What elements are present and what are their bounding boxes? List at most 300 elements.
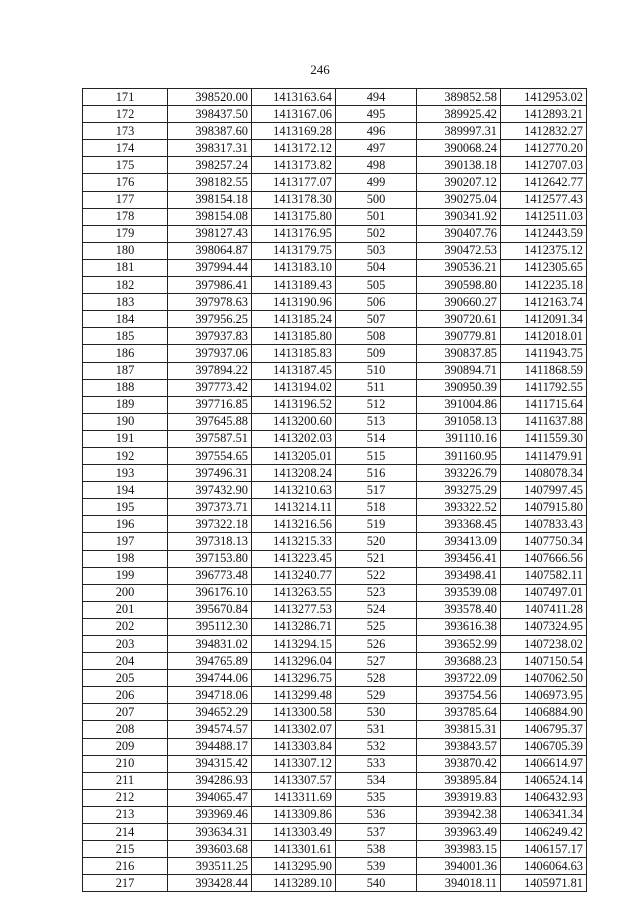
y-coordinate-cell: 1413277.53: [252, 601, 336, 618]
point-number-cell: 205: [83, 670, 168, 687]
point-number-cell: 517: [336, 482, 417, 499]
table-row: [83, 294, 587, 311]
y-coordinate-cell: 1413223.45: [252, 550, 336, 567]
table-row: [83, 362, 587, 379]
y-coordinate-cell: 1406432.93: [501, 789, 587, 806]
x-coordinate-cell: 393428.44: [168, 875, 252, 892]
point-number-cell: 522: [336, 567, 417, 584]
y-coordinate-cell: 1413172.12: [252, 140, 336, 157]
point-number-cell: 496: [336, 123, 417, 140]
y-coordinate-cell: 1413194.02: [252, 379, 336, 396]
y-coordinate-cell: 1406249.42: [501, 824, 587, 841]
x-coordinate-cell: 390894.71: [417, 362, 501, 379]
point-number-cell: 508: [336, 328, 417, 345]
x-coordinate-cell: 397373.71: [168, 499, 252, 516]
x-coordinate-cell: 390407.76: [417, 225, 501, 242]
y-coordinate-cell: 1411479.91: [501, 447, 587, 464]
x-coordinate-cell: 390068.24: [417, 140, 501, 157]
point-number-cell: 504: [336, 259, 417, 276]
y-coordinate-cell: 1413302.07: [252, 721, 336, 738]
y-coordinate-cell: 1407997.45: [501, 482, 587, 499]
y-coordinate-cell: 1407238.02: [501, 636, 587, 653]
y-coordinate-cell: 1413185.80: [252, 328, 336, 345]
point-number-cell: 213: [83, 806, 168, 823]
x-coordinate-cell: 390660.27: [417, 294, 501, 311]
table-row: [83, 191, 587, 208]
table-row: [83, 858, 587, 875]
point-number-cell: 516: [336, 465, 417, 482]
point-number-cell: 192: [83, 447, 168, 464]
y-coordinate-cell: 1406795.37: [501, 721, 587, 738]
x-coordinate-cell: 393754.56: [417, 687, 501, 704]
table-row: [83, 106, 587, 123]
table-row: [83, 482, 587, 499]
point-number-cell: 171: [83, 89, 168, 106]
point-number-cell: 521: [336, 550, 417, 567]
table-row: [83, 174, 587, 191]
point-number-cell: 191: [83, 430, 168, 447]
x-coordinate-cell: 393634.31: [168, 824, 252, 841]
y-coordinate-cell: 1412443.59: [501, 225, 587, 242]
x-coordinate-cell: 395670.84: [168, 601, 252, 618]
table-row: [83, 601, 587, 618]
y-coordinate-cell: 1406341.34: [501, 806, 587, 823]
point-number-cell: 177: [83, 191, 168, 208]
x-coordinate-cell: 394831.02: [168, 636, 252, 653]
table-row: [83, 89, 587, 106]
point-number-cell: 203: [83, 636, 168, 653]
y-coordinate-cell: 1412511.03: [501, 208, 587, 225]
x-coordinate-cell: 393603.68: [168, 841, 252, 858]
table-row: [83, 772, 587, 789]
y-coordinate-cell: 1413240.77: [252, 567, 336, 584]
x-coordinate-cell: 395112.30: [168, 618, 252, 635]
point-number-cell: 183: [83, 294, 168, 311]
x-coordinate-cell: 397322.18: [168, 516, 252, 533]
x-coordinate-cell: 390138.18: [417, 157, 501, 174]
x-coordinate-cell: 391160.95: [417, 447, 501, 464]
x-coordinate-cell: 398437.50: [168, 106, 252, 123]
x-coordinate-cell: 394018.11: [417, 875, 501, 892]
point-number-cell: 509: [336, 345, 417, 362]
x-coordinate-cell: 390341.92: [417, 208, 501, 225]
y-coordinate-cell: 1411943.75: [501, 345, 587, 362]
point-number-cell: 197: [83, 533, 168, 550]
y-coordinate-cell: 1406524.14: [501, 772, 587, 789]
point-number-cell: 193: [83, 465, 168, 482]
point-number-cell: 495: [336, 106, 417, 123]
point-number-cell: 208: [83, 721, 168, 738]
y-coordinate-cell: 1411715.64: [501, 396, 587, 413]
y-coordinate-cell: 1413215.33: [252, 533, 336, 550]
y-coordinate-cell: 1412018.01: [501, 328, 587, 345]
table-row: [83, 789, 587, 806]
point-number-cell: 534: [336, 772, 417, 789]
y-coordinate-cell: 1413169.28: [252, 123, 336, 140]
y-coordinate-cell: 1407497.01: [501, 584, 587, 601]
point-number-cell: 528: [336, 670, 417, 687]
x-coordinate-cell: 391004.86: [417, 396, 501, 413]
x-coordinate-cell: 398257.24: [168, 157, 252, 174]
x-coordinate-cell: 393722.09: [417, 670, 501, 687]
x-coordinate-cell: 393652.99: [417, 636, 501, 653]
point-number-cell: 511: [336, 379, 417, 396]
table-row: [83, 259, 587, 276]
table-row: [83, 225, 587, 242]
point-number-cell: 506: [336, 294, 417, 311]
y-coordinate-cell: 1412163.74: [501, 294, 587, 311]
table-row: [83, 721, 587, 738]
point-number-cell: 514: [336, 430, 417, 447]
table-row: [83, 499, 587, 516]
table-row: [83, 653, 587, 670]
y-coordinate-cell: 1413303.49: [252, 824, 336, 841]
x-coordinate-cell: 398064.87: [168, 242, 252, 259]
point-number-cell: 535: [336, 789, 417, 806]
y-coordinate-cell: 1413196.52: [252, 396, 336, 413]
point-number-cell: 518: [336, 499, 417, 516]
point-number-cell: 523: [336, 584, 417, 601]
x-coordinate-cell: 389925.42: [417, 106, 501, 123]
y-coordinate-cell: 1413263.55: [252, 584, 336, 601]
y-coordinate-cell: 1411868.59: [501, 362, 587, 379]
y-coordinate-cell: 1412953.02: [501, 89, 587, 106]
x-coordinate-cell: 397937.83: [168, 328, 252, 345]
point-number-cell: 200: [83, 584, 168, 601]
table-row: [83, 379, 587, 396]
x-coordinate-cell: 390598.80: [417, 277, 501, 294]
x-coordinate-cell: 396773.48: [168, 567, 252, 584]
y-coordinate-cell: 1413301.61: [252, 841, 336, 858]
point-number-cell: 531: [336, 721, 417, 738]
point-number-cell: 174: [83, 140, 168, 157]
y-coordinate-cell: 1412707.03: [501, 157, 587, 174]
y-coordinate-cell: 1412770.20: [501, 140, 587, 157]
point-number-cell: 198: [83, 550, 168, 567]
point-number-cell: 199: [83, 567, 168, 584]
point-number-cell: 194: [83, 482, 168, 499]
point-number-cell: 217: [83, 875, 168, 892]
y-coordinate-cell: 1413300.58: [252, 704, 336, 721]
y-coordinate-cell: 1413311.69: [252, 789, 336, 806]
x-coordinate-cell: 397587.51: [168, 430, 252, 447]
point-number-cell: 512: [336, 396, 417, 413]
table-row: [83, 396, 587, 413]
y-coordinate-cell: 1412893.21: [501, 106, 587, 123]
point-number-cell: 532: [336, 738, 417, 755]
x-coordinate-cell: 393843.57: [417, 738, 501, 755]
point-number-cell: 513: [336, 413, 417, 430]
y-coordinate-cell: 1407750.34: [501, 533, 587, 550]
table-row: [83, 567, 587, 584]
y-coordinate-cell: 1413189.43: [252, 277, 336, 294]
y-coordinate-cell: 1413185.24: [252, 311, 336, 328]
point-number-cell: 207: [83, 704, 168, 721]
table-row: [83, 636, 587, 653]
point-number-cell: 507: [336, 311, 417, 328]
y-coordinate-cell: 1406064.63: [501, 858, 587, 875]
y-coordinate-cell: 1411637.88: [501, 413, 587, 430]
x-coordinate-cell: 397153.80: [168, 550, 252, 567]
y-coordinate-cell: 1413185.83: [252, 345, 336, 362]
y-coordinate-cell: 1407833.43: [501, 516, 587, 533]
x-coordinate-cell: 398317.31: [168, 140, 252, 157]
point-number-cell: 216: [83, 858, 168, 875]
y-coordinate-cell: 1407324.95: [501, 618, 587, 635]
y-coordinate-cell: 1413202.03: [252, 430, 336, 447]
point-number-cell: 173: [83, 123, 168, 140]
y-coordinate-cell: 1407582.11: [501, 567, 587, 584]
y-coordinate-cell: 1411559.30: [501, 430, 587, 447]
y-coordinate-cell: 1405971.81: [501, 875, 587, 892]
point-number-cell: 539: [336, 858, 417, 875]
y-coordinate-cell: 1413214.11: [252, 499, 336, 516]
x-coordinate-cell: 393919.83: [417, 789, 501, 806]
y-coordinate-cell: 1413216.56: [252, 516, 336, 533]
table-row: [83, 516, 587, 533]
table-row: [83, 584, 587, 601]
x-coordinate-cell: 397496.31: [168, 465, 252, 482]
y-coordinate-cell: 1413309.86: [252, 806, 336, 823]
table-row: [83, 670, 587, 687]
x-coordinate-cell: 397716.85: [168, 396, 252, 413]
x-coordinate-cell: 398182.55: [168, 174, 252, 191]
point-number-cell: 524: [336, 601, 417, 618]
table-row: [83, 550, 587, 567]
x-coordinate-cell: 398387.60: [168, 123, 252, 140]
x-coordinate-cell: 394718.06: [168, 687, 252, 704]
point-number-cell: 209: [83, 738, 168, 755]
point-number-cell: 537: [336, 824, 417, 841]
x-coordinate-cell: 393322.52: [417, 499, 501, 516]
x-coordinate-cell: 398127.43: [168, 225, 252, 242]
y-coordinate-cell: 1407411.28: [501, 601, 587, 618]
point-number-cell: 538: [336, 841, 417, 858]
point-number-cell: 214: [83, 824, 168, 841]
point-number-cell: 195: [83, 499, 168, 516]
y-coordinate-cell: 1413183.10: [252, 259, 336, 276]
y-coordinate-cell: 1413177.07: [252, 174, 336, 191]
point-number-cell: 181: [83, 259, 168, 276]
x-coordinate-cell: 398154.08: [168, 208, 252, 225]
table-row: [83, 738, 587, 755]
x-coordinate-cell: 397432.90: [168, 482, 252, 499]
x-coordinate-cell: 393688.23: [417, 653, 501, 670]
point-number-cell: 525: [336, 618, 417, 635]
point-number-cell: 536: [336, 806, 417, 823]
y-coordinate-cell: 1412642.77: [501, 174, 587, 191]
y-coordinate-cell: 1413296.04: [252, 653, 336, 670]
x-coordinate-cell: 397978.63: [168, 294, 252, 311]
table-row: [83, 824, 587, 841]
y-coordinate-cell: 1413187.45: [252, 362, 336, 379]
y-coordinate-cell: 1412375.12: [501, 242, 587, 259]
point-number-cell: 172: [83, 106, 168, 123]
x-coordinate-cell: 394744.06: [168, 670, 252, 687]
y-coordinate-cell: 1413307.57: [252, 772, 336, 789]
table-row: [83, 242, 587, 259]
y-coordinate-cell: 1413200.60: [252, 413, 336, 430]
coordinates-table: [82, 88, 587, 892]
point-number-cell: 211: [83, 772, 168, 789]
table-row: [83, 328, 587, 345]
x-coordinate-cell: 397554.65: [168, 447, 252, 464]
point-number-cell: 494: [336, 89, 417, 106]
x-coordinate-cell: 393983.15: [417, 841, 501, 858]
point-number-cell: 533: [336, 755, 417, 772]
y-coordinate-cell: 1406157.17: [501, 841, 587, 858]
x-coordinate-cell: 389997.31: [417, 123, 501, 140]
point-number-cell: 498: [336, 157, 417, 174]
point-number-cell: 201: [83, 601, 168, 618]
x-coordinate-cell: 393226.79: [417, 465, 501, 482]
y-coordinate-cell: 1413299.48: [252, 687, 336, 704]
table-row: [83, 123, 587, 140]
y-coordinate-cell: 1412832.27: [501, 123, 587, 140]
x-coordinate-cell: 397773.42: [168, 379, 252, 396]
point-number-cell: 501: [336, 208, 417, 225]
x-coordinate-cell: 391110.16: [417, 430, 501, 447]
table-row: [83, 618, 587, 635]
point-number-cell: 520: [336, 533, 417, 550]
point-number-cell: 497: [336, 140, 417, 157]
point-number-cell: 176: [83, 174, 168, 191]
y-coordinate-cell: 1413167.06: [252, 106, 336, 123]
table-row: [83, 413, 587, 430]
point-number-cell: 175: [83, 157, 168, 174]
x-coordinate-cell: 397645.88: [168, 413, 252, 430]
point-number-cell: 184: [83, 311, 168, 328]
y-coordinate-cell: 1413179.75: [252, 242, 336, 259]
y-coordinate-cell: 1406973.95: [501, 687, 587, 704]
point-number-cell: 527: [336, 653, 417, 670]
table-row: [83, 311, 587, 328]
table-row: [83, 704, 587, 721]
point-number-cell: 540: [336, 875, 417, 892]
y-coordinate-cell: 1408078.34: [501, 465, 587, 482]
point-number-cell: 529: [336, 687, 417, 704]
point-number-cell: 190: [83, 413, 168, 430]
x-coordinate-cell: 393870.42: [417, 755, 501, 772]
table-row: [83, 447, 587, 464]
x-coordinate-cell: 390207.12: [417, 174, 501, 191]
y-coordinate-cell: 1407062.50: [501, 670, 587, 687]
y-coordinate-cell: 1413173.82: [252, 157, 336, 174]
x-coordinate-cell: 394488.17: [168, 738, 252, 755]
y-coordinate-cell: 1413205.01: [252, 447, 336, 464]
point-number-cell: 212: [83, 789, 168, 806]
point-number-cell: 503: [336, 242, 417, 259]
point-number-cell: 179: [83, 225, 168, 242]
table-row: [83, 465, 587, 482]
x-coordinate-cell: 394652.29: [168, 704, 252, 721]
table-row: [83, 430, 587, 447]
y-coordinate-cell: 1413303.84: [252, 738, 336, 755]
y-coordinate-cell: 1413294.15: [252, 636, 336, 653]
point-number-cell: 196: [83, 516, 168, 533]
x-coordinate-cell: 390275.04: [417, 191, 501, 208]
x-coordinate-cell: 393785.64: [417, 704, 501, 721]
point-number-cell: 499: [336, 174, 417, 191]
x-coordinate-cell: 390950.39: [417, 379, 501, 396]
coordinates-table-body: [83, 89, 587, 892]
table-row: [83, 208, 587, 225]
point-number-cell: 526: [336, 636, 417, 653]
table-row: [83, 755, 587, 772]
y-coordinate-cell: 1406884.90: [501, 704, 587, 721]
x-coordinate-cell: 393942.38: [417, 806, 501, 823]
point-number-cell: 519: [336, 516, 417, 533]
y-coordinate-cell: 1412577.43: [501, 191, 587, 208]
y-coordinate-cell: 1413307.12: [252, 755, 336, 772]
x-coordinate-cell: 393578.40: [417, 601, 501, 618]
point-number-cell: 188: [83, 379, 168, 396]
y-coordinate-cell: 1412091.34: [501, 311, 587, 328]
y-coordinate-cell: 1413178.30: [252, 191, 336, 208]
point-number-cell: 500: [336, 191, 417, 208]
y-coordinate-cell: 1413295.90: [252, 858, 336, 875]
point-number-cell: 178: [83, 208, 168, 225]
x-coordinate-cell: 397956.25: [168, 311, 252, 328]
table-row: [83, 841, 587, 858]
point-number-cell: 515: [336, 447, 417, 464]
table-row: [83, 875, 587, 892]
x-coordinate-cell: 396176.10: [168, 584, 252, 601]
x-coordinate-cell: 390779.81: [417, 328, 501, 345]
x-coordinate-cell: 397994.44: [168, 259, 252, 276]
y-coordinate-cell: 1407150.54: [501, 653, 587, 670]
x-coordinate-cell: 393616.38: [417, 618, 501, 635]
x-coordinate-cell: 390837.85: [417, 345, 501, 362]
x-coordinate-cell: 390536.21: [417, 259, 501, 276]
point-number-cell: 505: [336, 277, 417, 294]
point-number-cell: 180: [83, 242, 168, 259]
y-coordinate-cell: 1411792.55: [501, 379, 587, 396]
x-coordinate-cell: 393963.49: [417, 824, 501, 841]
page-number: 246: [310, 62, 330, 77]
point-number-cell: 204: [83, 653, 168, 670]
point-number-cell: 187: [83, 362, 168, 379]
y-coordinate-cell: 1412235.18: [501, 277, 587, 294]
x-coordinate-cell: 393539.08: [417, 584, 501, 601]
y-coordinate-cell: 1413289.10: [252, 875, 336, 892]
x-coordinate-cell: 398154.18: [168, 191, 252, 208]
y-coordinate-cell: 1407915.80: [501, 499, 587, 516]
point-number-cell: 210: [83, 755, 168, 772]
x-coordinate-cell: 390720.61: [417, 311, 501, 328]
x-coordinate-cell: 393413.09: [417, 533, 501, 550]
x-coordinate-cell: 393275.29: [417, 482, 501, 499]
x-coordinate-cell: 394765.89: [168, 653, 252, 670]
table-row: [83, 140, 587, 157]
x-coordinate-cell: 397318.13: [168, 533, 252, 550]
x-coordinate-cell: 393969.46: [168, 806, 252, 823]
x-coordinate-cell: 393498.41: [417, 567, 501, 584]
x-coordinate-cell: 397894.22: [168, 362, 252, 379]
y-coordinate-cell: 1406614.97: [501, 755, 587, 772]
y-coordinate-cell: 1413210.63: [252, 482, 336, 499]
y-coordinate-cell: 1413286.71: [252, 618, 336, 635]
x-coordinate-cell: 394286.93: [168, 772, 252, 789]
x-coordinate-cell: 393511.25: [168, 858, 252, 875]
table-row: [83, 687, 587, 704]
point-number-cell: 215: [83, 841, 168, 858]
x-coordinate-cell: 390472.53: [417, 242, 501, 259]
x-coordinate-cell: 394065.47: [168, 789, 252, 806]
x-coordinate-cell: 394001.36: [417, 858, 501, 875]
x-coordinate-cell: 398520.00: [168, 89, 252, 106]
point-number-cell: 202: [83, 618, 168, 635]
